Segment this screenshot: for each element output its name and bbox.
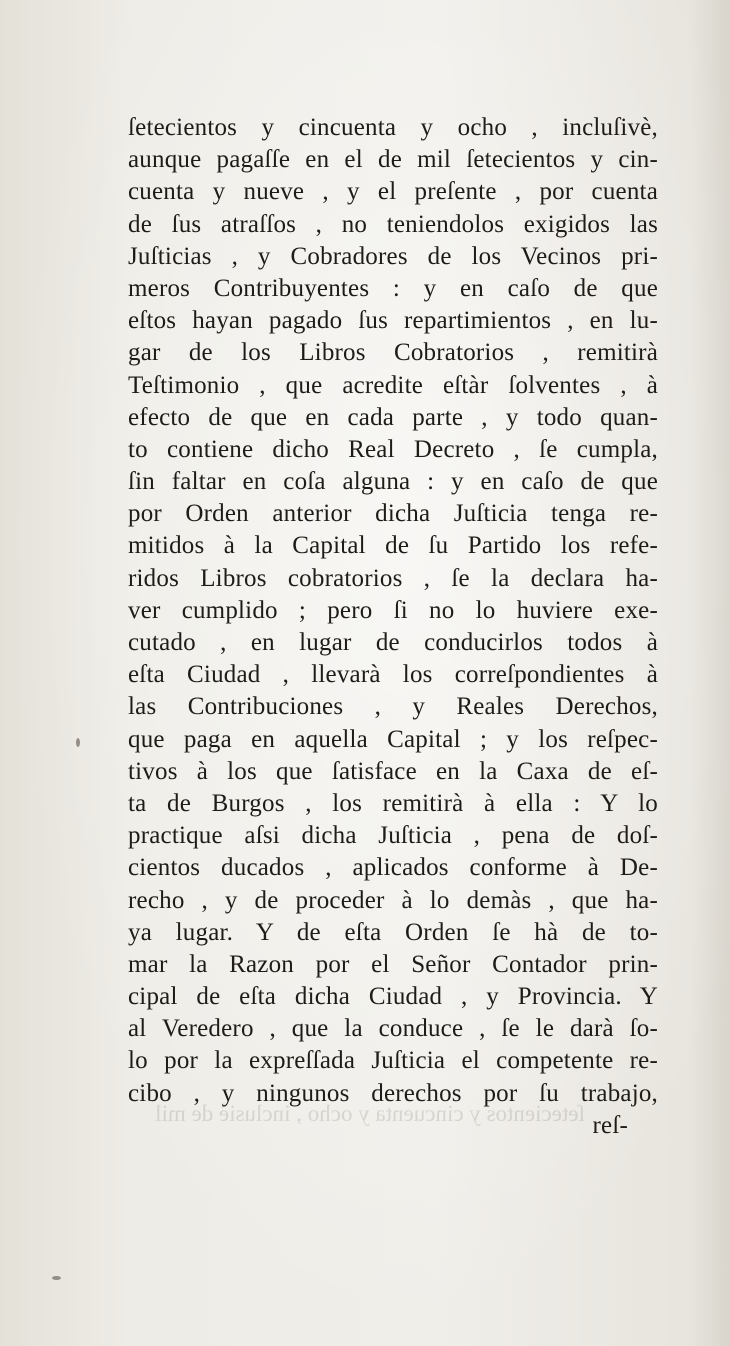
text-line: ya lugar. Y de eſta Orden ſe hà de to- <box>128 918 658 946</box>
text-line: que paga en aquella Capital ; y los reſpec- <box>128 725 658 753</box>
paper-speck <box>52 1276 61 1280</box>
show-through-text: ſetecientos y cincuenta y ocho , inclusiè de mil <box>155 1101 585 1126</box>
text-line: Juſticias , y Cobradores de los Vecinos pri- <box>128 242 658 270</box>
page-edge-shadow <box>690 0 730 1346</box>
text-line: ſetecientos y cincuenta y ocho , incluſivè, <box>128 114 658 141</box>
text-line: practique aſsi dicha Juſticia , pena de doſ- <box>128 822 658 850</box>
text-line: recho , y de proceder à lo demàs , que ha- <box>128 886 658 914</box>
text-line: cutado , en lugar de conducirlos todos à <box>128 629 658 656</box>
text-line: mitidos à la Capital de ſu Partido los refe- <box>128 532 658 560</box>
text-line: al Veredero , que la conduce , ſe le darà ſo- <box>128 1015 658 1043</box>
text-line: las Contribuciones , y Reales Derechos, <box>128 693 658 721</box>
text-line: por Orden anterior dicha Juſticia tenga re- <box>128 500 658 528</box>
text-line: efecto de que en cada parte , y todo quan- <box>128 403 658 431</box>
catchword: reſ- <box>592 1111 628 1139</box>
text-line: ver cumplido ; pero ſi no lo huviere exe- <box>128 596 658 624</box>
text-line: ſin faltar en coſa alguna : y en caſo de que <box>128 468 658 496</box>
text-line: cipal de eſta dicha Ciudad , y Provincia. Y <box>128 983 658 1011</box>
text-line: mar la Razon por el Señor Contador prin- <box>128 950 658 978</box>
text-line: cibo , y ningunos derechos por ſu trabajo, <box>128 1079 658 1107</box>
text-line: cientos ducados , aplicados conforme à De- <box>128 854 658 882</box>
text-line: ta de Burgos , los remitirà à ella : Y lo <box>128 789 658 817</box>
text-line: cuenta y nueve , y el preſente , por cuenta <box>128 178 658 206</box>
text-line: eſta Ciudad , llevarà los correſpondientes à <box>128 661 658 689</box>
text-line: to contiene dicho Real Decreto , ſe cumpla, <box>128 435 658 463</box>
text-line: Teſtimonio , que acredite eſtàr ſolventes , à <box>128 371 658 399</box>
text-line: meros Contribuyentes : y en caſo de que <box>128 274 658 302</box>
text-line: eſtos hayan pagado ſus repartimientos , en lu- <box>128 307 658 335</box>
text-line: gar de los Libros Cobratorios , remitirà <box>128 339 658 367</box>
text-line: tivos à los que ſatisface en la Caxa de eſ- <box>128 757 658 785</box>
text-line: aunque pagaſſe en el de mil ſetecientos y cin- <box>128 146 658 174</box>
body-text <box>128 112 658 1142</box>
paper-speck <box>76 738 80 747</box>
text-line: de ſus atraſſos , no teniendolos exigidos las <box>128 210 658 238</box>
text-line: ridos Libros cobratorios , ſe la declara ha- <box>128 564 658 592</box>
text-line: lo por la expreſſada Juſticia el competente re- <box>128 1047 658 1075</box>
